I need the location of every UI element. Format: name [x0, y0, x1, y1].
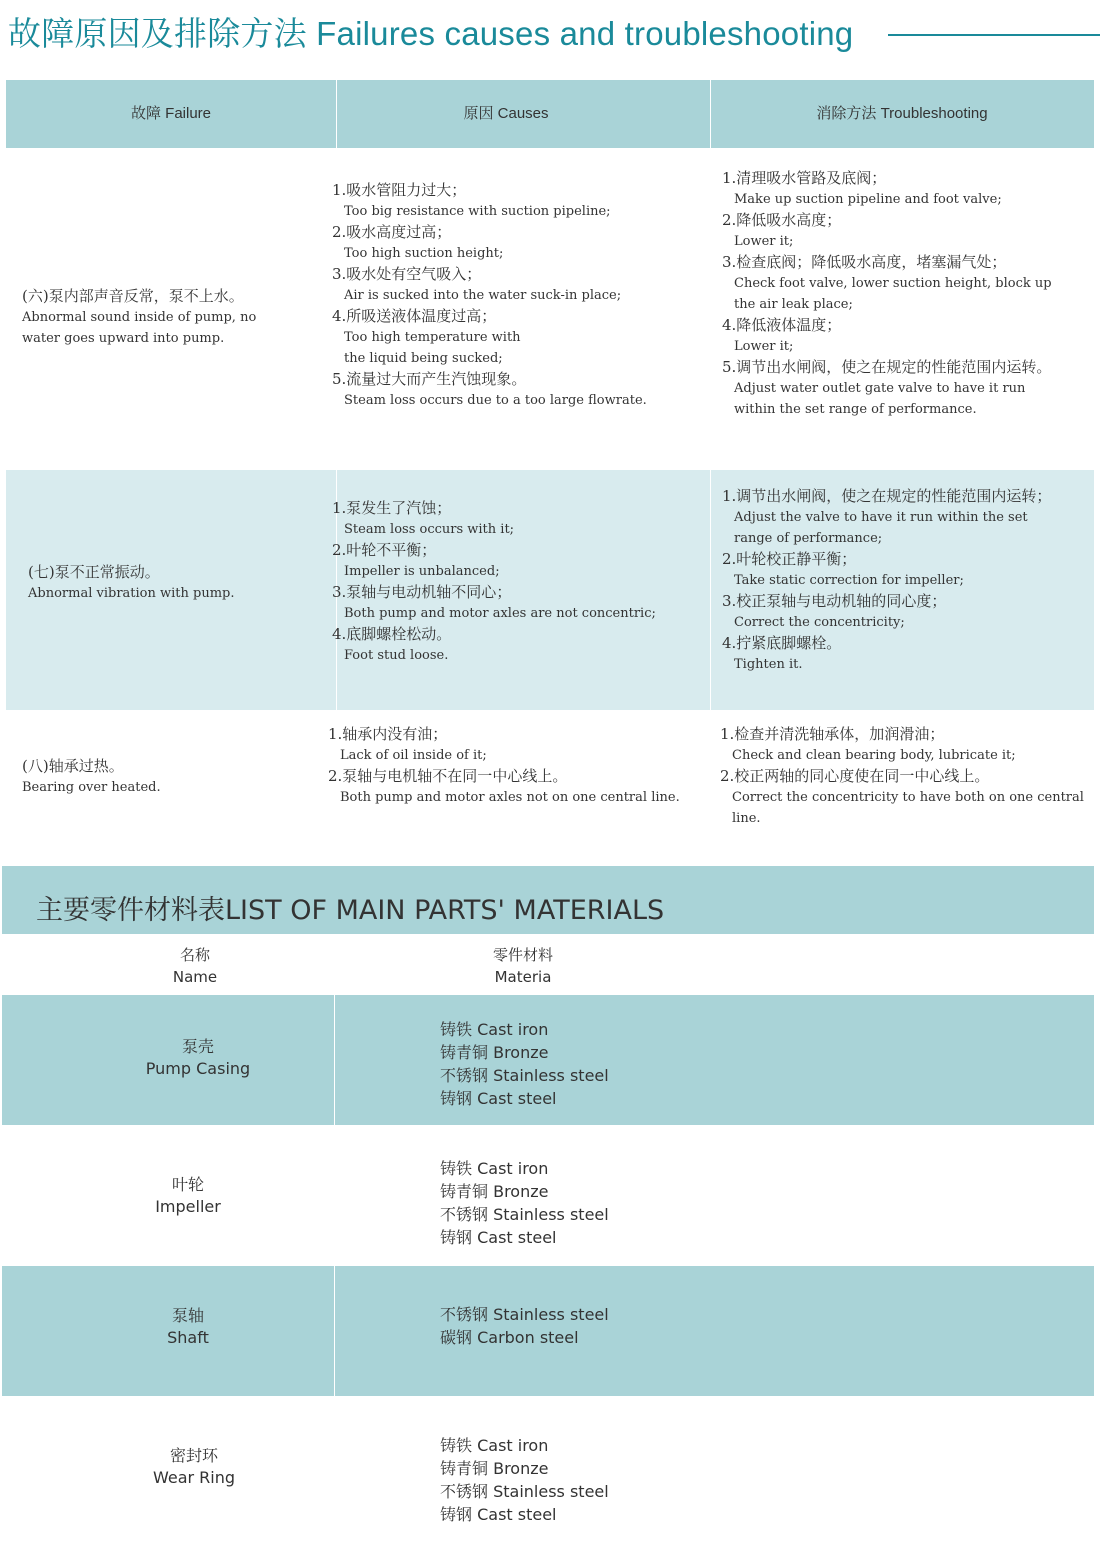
part-materials: [440, 1018, 609, 1110]
fix-zh: 1.调节出水闸阀，使之在规定的性能范围内运转；: [722, 487, 1052, 505]
causes-list: [332, 180, 692, 411]
fix-en: Correct the concentricity to have both on one central line.: [732, 790, 1084, 826]
cause-en: Too high suction height;: [344, 246, 504, 261]
material-item: 铸钢 Cast steel: [440, 1089, 557, 1108]
cause-en: Too big resistance with suction pipeline;: [344, 204, 611, 219]
fix-zh: 2.叶轮校正静平衡；: [722, 550, 857, 568]
fix-en: Adjust the valve to have it run within the set range of performance;: [734, 510, 1028, 546]
cause-en: Foot stud loose.: [344, 648, 449, 663]
header-failure: 故障 Failure: [130, 105, 212, 122]
cause-zh: 3.泵轴与电动机轴不同心；: [332, 583, 512, 601]
cause-zh: 4.底脚螺栓松动。: [332, 625, 452, 643]
material-item: 碳钢 Carbon steel: [440, 1328, 579, 1347]
failure-en: Abnormal vibration with pump.: [28, 586, 235, 601]
page-header: [8, 12, 1100, 56]
parts-header-name-zh: 名称: [179, 946, 210, 964]
fix-zh: 4.拧紧底脚螺栓。: [722, 634, 842, 652]
material-item: 铸青铜 Bronze: [440, 1459, 549, 1478]
part-name-zh: 密封环: [169, 1446, 218, 1465]
causes-list: [332, 498, 692, 666]
troubleshooting-list: [722, 168, 1062, 420]
failure-cell: [22, 286, 282, 349]
cause-en: Impeller is unbalanced;: [344, 564, 500, 579]
fix-zh: 4.降低液体温度；: [722, 316, 842, 334]
parts-title: 主要零件材料表LIST OF MAIN PARTS' MATERIALS: [36, 895, 665, 926]
fix-zh: 3.校正泵轴与电动机轴的同心度；: [722, 592, 947, 610]
cause-zh: 5.流量过大而产生汽蚀现象。: [332, 370, 527, 388]
part-name: [108, 1305, 268, 1349]
fix-zh: 1.检查并清洗轴承体，加润滑油；: [720, 725, 945, 743]
cause-zh: 1.吸水管阻力过大；: [332, 181, 467, 199]
part-materials: [440, 1157, 609, 1249]
cause-en: Both pump and motor axles are not concentric;: [344, 606, 656, 621]
material-item: 铸钢 Cast steel: [440, 1228, 557, 1247]
cause-en: Steam loss occurs due to a too large flowrate.: [344, 393, 647, 408]
part-name: [118, 1036, 278, 1080]
cause-zh: 1.泵发生了汽蚀；: [332, 499, 452, 517]
part-materials: [440, 1434, 609, 1526]
material-item: 不锈钢 Stainless steel: [440, 1205, 609, 1224]
header-causes: 原因 Causes: [463, 105, 549, 122]
page-title: 故障原因及排除方法 Failures causes and troubleshooting: [8, 15, 854, 52]
material-item: 铸钢 Cast steel: [440, 1505, 557, 1524]
part-name-zh: 泵壳: [181, 1037, 214, 1056]
parts-header-material-en: Materia: [494, 968, 552, 986]
parts-header-name: [120, 944, 270, 988]
header-troubleshooting: 消除方法 Troubleshooting: [816, 105, 988, 122]
parts-header-material-zh: 零件材料: [492, 946, 553, 964]
troubleshooting-list: [720, 724, 1096, 829]
failure-en: Abnormal sound inside of pump, no water goes upward into pump.: [22, 310, 257, 346]
material-item: 不锈钢 Stainless steel: [440, 1482, 609, 1501]
fix-en: Make up suction pipeline and foot valve;: [734, 192, 1002, 207]
fix-en: Lower it;: [734, 339, 794, 354]
cause-zh: 2.泵轴与电机轴不在同一中心线上。: [328, 767, 568, 785]
title-rule: [888, 34, 1100, 36]
material-item: 铸铁 Cast iron: [440, 1159, 549, 1178]
troubleshooting-table-header: [6, 80, 1094, 148]
cause-en: Too high temperature with the liquid being sucked;: [344, 330, 521, 366]
part-name: [108, 1174, 268, 1218]
part-name-en: Wear Ring: [152, 1468, 236, 1487]
fix-zh: 2.校正两轴的同心度使在同一中心线上。: [720, 767, 990, 785]
fix-zh: 3.检查底阀；降低吸水高度，堵塞漏气处；: [722, 253, 1007, 271]
cause-zh: 3.吸水处有空气吸入；: [332, 265, 482, 283]
parts-header-material: [448, 944, 598, 988]
cause-en: Both pump and motor axles not on one central line.: [340, 790, 680, 805]
parts-header-name-en: Name: [172, 968, 218, 986]
fix-en: Lower it;: [734, 234, 794, 249]
failure-cell: [22, 756, 282, 798]
part-materials: [440, 1303, 609, 1349]
cause-zh: 2.吸水高度过高；: [332, 223, 452, 241]
part-name-en: Shaft: [167, 1328, 209, 1347]
material-item: 铸铁 Cast iron: [440, 1020, 549, 1039]
cause-zh: 1.轴承内没有油；: [328, 725, 448, 743]
fix-zh: 2.降低吸水高度；: [722, 211, 842, 229]
material-item: 不锈钢 Stainless steel: [440, 1305, 609, 1324]
causes-list: [328, 724, 700, 808]
failure-zh: (七)泵不正常振动。: [28, 563, 160, 581]
column-divider: [334, 995, 335, 1125]
column-divider: [710, 470, 711, 710]
material-item: 铸铁 Cast iron: [440, 1436, 549, 1455]
cause-zh: 4.所吸送液体温度过高；: [332, 307, 497, 325]
fix-en: Adjust water outlet gate valve to have it run within the set range of performance.: [734, 381, 1026, 417]
troubleshooting-list: [722, 486, 1062, 675]
part-name-zh: 叶轮: [171, 1175, 204, 1194]
column-divider: [334, 1266, 335, 1396]
failure-cell: [28, 562, 288, 604]
failure-en: Bearing over heated.: [22, 780, 161, 795]
cause-en: Lack of oil inside of it;: [340, 748, 487, 763]
part-name-en: Impeller: [155, 1197, 221, 1216]
material-item: 铸青铜 Bronze: [440, 1182, 549, 1201]
material-item: 铸青铜 Bronze: [440, 1043, 549, 1062]
fix-en: Tighten it.: [734, 657, 803, 672]
fix-zh: 5.调节出水闸阀，使之在规定的性能范围内运转。: [722, 358, 1052, 376]
cause-en: Air is sucked into the water suck-in place;: [344, 288, 622, 303]
cause-en: Steam loss occurs with it;: [344, 522, 515, 537]
material-item: 不锈钢 Stainless steel: [440, 1066, 609, 1085]
part-name: [114, 1445, 274, 1489]
fix-en: Check and clean bearing body, lubricate it;: [732, 748, 1016, 763]
cause-zh: 2.叶轮不平衡；: [332, 541, 437, 559]
failure-zh: (八)轴承过热。: [22, 757, 124, 775]
fix-en: Correct the concentricity;: [734, 615, 905, 630]
part-name-zh: 泵轴: [171, 1306, 204, 1325]
part-name-en: Pump Casing: [145, 1059, 251, 1078]
table-row: [6, 470, 1094, 710]
fix-zh: 1.清理吸水管路及底阀；: [722, 169, 887, 187]
failure-zh: (六)泵内部声音反常，泵不上水。: [22, 287, 244, 305]
fix-en: Check foot valve, lower suction height, block up the air leak place;: [734, 276, 1052, 312]
fix-en: Take static correction for impeller;: [734, 573, 964, 588]
